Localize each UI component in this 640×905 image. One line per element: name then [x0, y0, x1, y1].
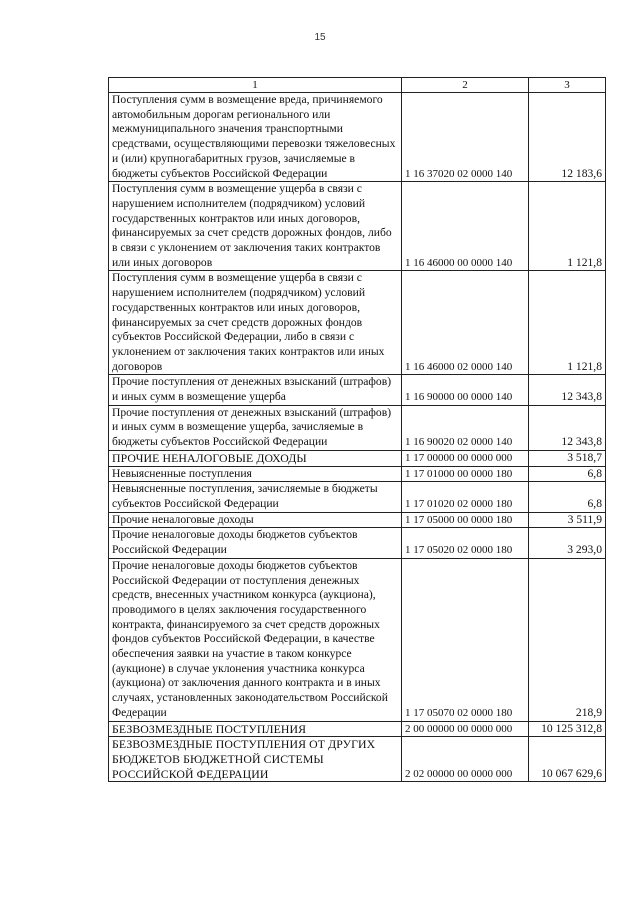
table-row [109, 737, 606, 782]
row-amount: 218,9 [529, 558, 606, 721]
row-budget-code: 1 16 37020 02 0000 140 [402, 93, 529, 182]
column-header-1: 1 [109, 78, 402, 93]
column-header-3: 3 [529, 78, 606, 93]
row-description: Прочие поступления от денежных взысканий (штрафов) и иных сумм в возмещение ущерба [109, 375, 402, 405]
row-description: Прочие поступления от денежных взысканий (штрафов) и иных сумм в возмещение ущерба, зачисляемые в бюджеты субъектов Российской Федерации [109, 405, 402, 450]
row-budget-code: 1 16 90020 02 0000 140 [402, 405, 529, 450]
row-budget-code: 1 17 01000 00 0000 180 [402, 466, 529, 482]
table-row [109, 558, 606, 721]
row-description: Прочие неналоговые доходы бюджетов субъектов Российской Федерации [109, 528, 402, 558]
table-row [109, 182, 606, 271]
table-row [109, 405, 606, 450]
row-budget-code: 1 16 46000 02 0000 140 [402, 271, 529, 375]
row-amount: 1 121,8 [529, 182, 606, 271]
row-description: Невыясненные поступления [109, 466, 402, 482]
row-amount: 3 518,7 [529, 450, 606, 466]
column-header-2: 2 [402, 78, 529, 93]
row-budget-code: 1 17 00000 00 0000 000 [402, 450, 529, 466]
table-row [109, 721, 606, 737]
row-amount: 12 343,8 [529, 405, 606, 450]
row-description: Прочие неналоговые доходы бюджетов субъектов Российской Федерации от поступления денежных средств, внесенных участником конкурса (аукциона), проводимого в целях заключения государственного контракта, финансируемого за счет средств дорожных фондов субъектов Российской Федерации, в качестве обеспечения заявки на участие в таком конкурсе (аукционе) в случае уклонения участника конкурса (аукциона) от заключения данного контракта и в иных случаях, установленных законодательством Российской Федерации [109, 558, 402, 721]
row-amount: 6,8 [529, 466, 606, 482]
table-row [109, 512, 606, 528]
row-amount: 1 121,8 [529, 271, 606, 375]
row-amount: 10 067 629,6 [529, 737, 606, 782]
row-description: ПРОЧИЕ НЕНАЛОГОВЫЕ ДОХОДЫ [109, 450, 402, 466]
table-row [109, 450, 606, 466]
row-amount: 10 125 312,8 [529, 721, 606, 737]
row-budget-code: 2 02 00000 00 0000 000 [402, 737, 529, 782]
revenue-table [108, 77, 606, 782]
row-description: Поступления сумм в возмещение ущерба в связи с нарушением исполнителем (подрядчиком) условий государственных контрактов или иных договоров, финансируемых за счет средств дорожных фондов субъектов Российской Федерации, либо в связи с уклонением от заключения таких контрактов или иных договоров [109, 271, 402, 375]
table-header-row [109, 78, 606, 93]
row-budget-code: 1 17 05020 02 0000 180 [402, 528, 529, 558]
row-description: Прочие неналоговые доходы [109, 512, 402, 528]
row-budget-code: 2 00 00000 00 0000 000 [402, 721, 529, 737]
page-number: 15 [314, 32, 326, 43]
row-amount: 3 293,0 [529, 528, 606, 558]
table-row [109, 528, 606, 558]
row-amount: 12 183,6 [529, 93, 606, 182]
row-description: Поступления сумм в возмещение ущерба в связи с нарушением исполнителем (подрядчиком) условий государственных контрактов или иных договоров, финансируемых за счет средств дорожных фондов, либо в связи с уклонением от заключения таких контрактов или иных договоров [109, 182, 402, 271]
row-amount: 3 511,9 [529, 512, 606, 528]
row-description: Невыясненные поступления, зачисляемые в бюджеты субъектов Российской Федерации [109, 482, 402, 512]
row-budget-code: 1 17 05070 02 0000 180 [402, 558, 529, 721]
row-budget-code: 1 17 05000 00 0000 180 [402, 512, 529, 528]
row-budget-code: 1 16 90000 00 0000 140 [402, 375, 529, 405]
table-row [109, 375, 606, 405]
row-amount: 6,8 [529, 482, 606, 512]
row-description: Поступления сумм в возмещение вреда, причиняемого автомобильным дорогам регионального или межмуниципального значения транспортными средствами, осуществляющими перевозки тяжеловесных и (или) крупногабаритных грузов, зачисляемые в бюджеты субъектов Российской Федерации [109, 93, 402, 182]
row-budget-code: 1 16 46000 00 0000 140 [402, 182, 529, 271]
table-row [109, 466, 606, 482]
table-row [109, 271, 606, 375]
table-row [109, 93, 606, 182]
row-budget-code: 1 17 01020 02 0000 180 [402, 482, 529, 512]
row-amount: 12 343,8 [529, 375, 606, 405]
table-row [109, 482, 606, 512]
row-description: БЕЗВОЗМЕЗДНЫЕ ПОСТУПЛЕНИЯ ОТ ДРУГИХ БЮДЖЕТОВ БЮДЖЕТНОЙ СИСТЕМЫ РОССИЙСКОЙ ФЕДЕРАЦИИ [109, 737, 402, 782]
row-description: БЕЗВОЗМЕЗДНЫЕ ПОСТУПЛЕНИЯ [109, 721, 402, 737]
